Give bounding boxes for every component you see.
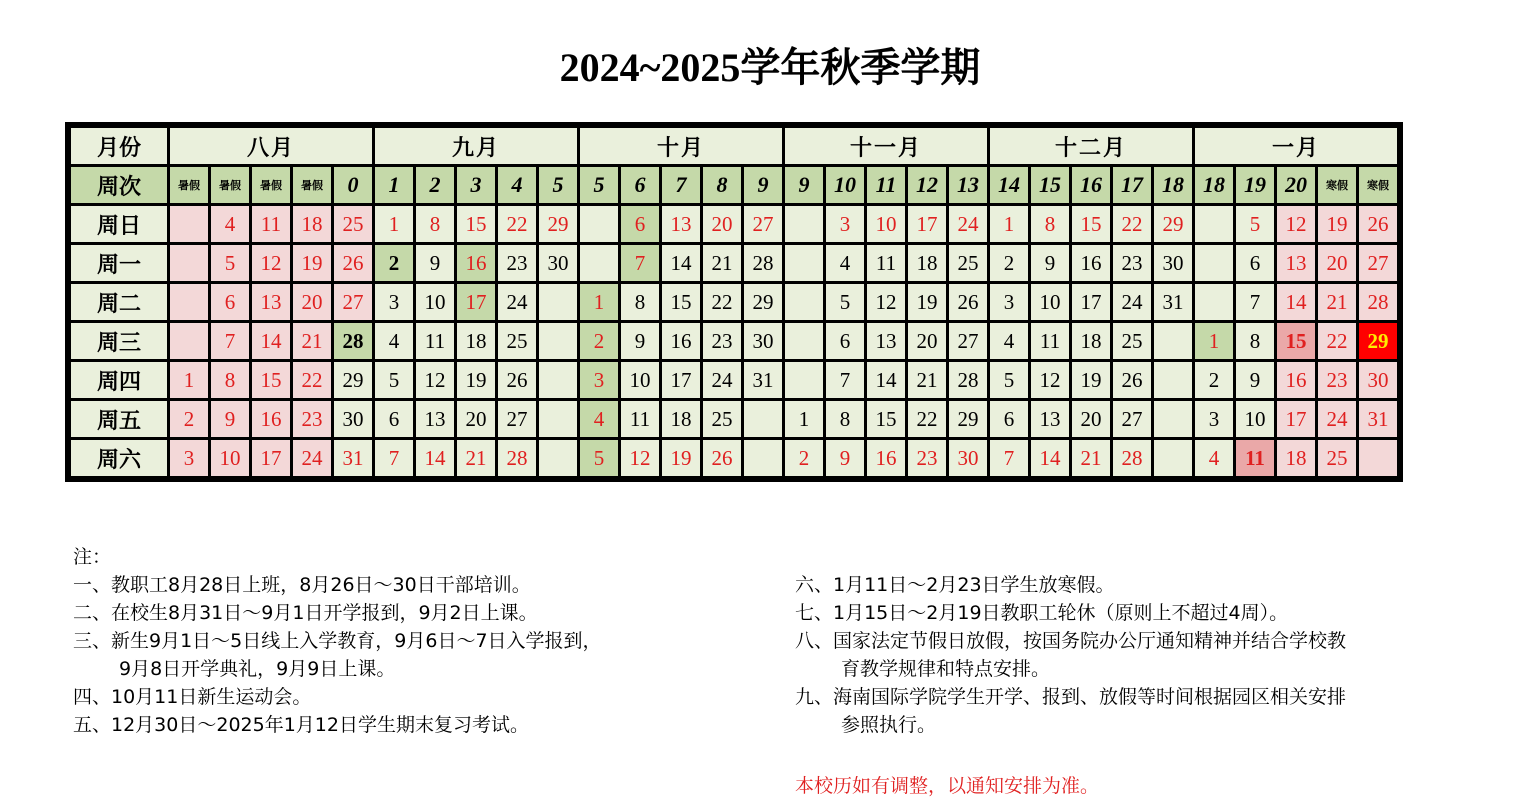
date-cell: 11 <box>1236 440 1274 476</box>
month-header-row <box>71 128 1397 164</box>
date-cell: 2 <box>785 440 823 476</box>
date-cell: 11 <box>621 401 659 437</box>
date-cell: 14 <box>662 245 700 281</box>
date-cell: 8 <box>211 362 249 398</box>
date-cell: 25 <box>498 323 536 359</box>
month-header-cell: 九月 <box>375 128 577 164</box>
date-cell: 25 <box>703 401 741 437</box>
date-cell: 2 <box>580 323 618 359</box>
date-cell: 25 <box>334 206 372 242</box>
date-cell: 14 <box>867 362 905 398</box>
note-line: 参照执行。 <box>841 714 937 736</box>
date-cell: 31 <box>744 362 782 398</box>
week-number-cell: 10 <box>826 167 864 203</box>
date-cell: 11 <box>867 245 905 281</box>
note-line: 三、新生9月1日～5日线上入学教育，9月6日～7日入学报到， <box>73 630 602 652</box>
month-label-cell: 月份 <box>71 128 167 164</box>
date-cell: 1 <box>990 206 1028 242</box>
weekday-label-cell: 周四 <box>71 362 167 398</box>
date-cell <box>1195 245 1233 281</box>
date-cell <box>170 206 208 242</box>
date-cell: 18 <box>457 323 495 359</box>
date-cell: 28 <box>498 440 536 476</box>
week-number-cell: 9 <box>744 167 782 203</box>
week-number-cell: 14 <box>990 167 1028 203</box>
weekday-row <box>71 284 1397 320</box>
weekday-label-cell: 周日 <box>71 206 167 242</box>
date-cell: 27 <box>949 323 987 359</box>
date-cell: 12 <box>416 362 454 398</box>
school-calendar-table <box>65 122 1403 482</box>
week-number-cell: 13 <box>949 167 987 203</box>
date-cell: 28 <box>744 245 782 281</box>
date-cell: 22 <box>1318 323 1356 359</box>
date-cell: 9 <box>1236 362 1274 398</box>
date-cell: 7 <box>211 323 249 359</box>
date-cell: 11 <box>252 206 290 242</box>
week-number-cell: 1 <box>375 167 413 203</box>
date-cell <box>170 284 208 320</box>
date-cell: 18 <box>293 206 331 242</box>
date-cell <box>785 323 823 359</box>
date-cell: 19 <box>1318 206 1356 242</box>
date-cell: 26 <box>949 284 987 320</box>
date-cell: 15 <box>457 206 495 242</box>
date-cell: 12 <box>1031 362 1069 398</box>
date-cell: 28 <box>1113 440 1151 476</box>
date-cell: 19 <box>662 440 700 476</box>
date-cell: 8 <box>826 401 864 437</box>
date-cell: 21 <box>703 245 741 281</box>
note-line: 八、国家法定节假日放假，按国务院办公厅通知精神并结合学校教 <box>795 630 1347 652</box>
date-cell: 21 <box>908 362 946 398</box>
date-cell: 2 <box>375 245 413 281</box>
date-cell: 14 <box>1031 440 1069 476</box>
note-line: 一、教职工8月28日上班，8月26日～30日干部培训。 <box>73 574 531 596</box>
date-cell <box>539 440 577 476</box>
date-cell: 15 <box>1072 206 1110 242</box>
date-cell: 22 <box>908 401 946 437</box>
date-cell <box>785 245 823 281</box>
date-cell: 27 <box>1359 245 1397 281</box>
date-cell: 17 <box>1072 284 1110 320</box>
date-cell: 21 <box>1318 284 1356 320</box>
date-cell: 3 <box>826 206 864 242</box>
date-cell: 18 <box>908 245 946 281</box>
date-cell: 13 <box>1031 401 1069 437</box>
note-line: 二、在校生8月31日～9月1日开学报到，9月2日上课。 <box>73 602 538 624</box>
date-cell: 15 <box>1277 323 1315 359</box>
page-title: 2024~2025学年秋季学期 <box>559 45 981 90</box>
date-cell: 25 <box>949 245 987 281</box>
date-cell: 19 <box>457 362 495 398</box>
note-line: 六、1月11日～2月23日学生放寒假。 <box>795 574 1115 596</box>
week-number-cell: 17 <box>1113 167 1151 203</box>
date-cell: 26 <box>334 245 372 281</box>
date-cell <box>1195 206 1233 242</box>
week-number-cell: 寒假 <box>1318 167 1356 203</box>
week-number-cell: 暑假 <box>211 167 249 203</box>
date-cell: 30 <box>334 401 372 437</box>
date-cell: 22 <box>293 362 331 398</box>
date-cell: 2 <box>170 401 208 437</box>
week-number-cell: 0 <box>334 167 372 203</box>
date-cell: 30 <box>744 323 782 359</box>
note-line: 育教学规律和特点安排。 <box>841 658 1051 680</box>
month-header-cell: 八月 <box>170 128 372 164</box>
date-cell: 26 <box>1359 206 1397 242</box>
date-cell: 15 <box>867 401 905 437</box>
adjustment-notice: 本校历如有调整，以通知安排为准。 <box>795 775 1100 797</box>
date-cell: 24 <box>1318 401 1356 437</box>
date-cell <box>539 401 577 437</box>
date-cell: 6 <box>826 323 864 359</box>
date-cell: 7 <box>990 440 1028 476</box>
date-cell: 23 <box>293 401 331 437</box>
date-cell: 10 <box>1031 284 1069 320</box>
date-cell: 1 <box>1195 323 1233 359</box>
week-number-row <box>71 167 1397 203</box>
date-cell: 3 <box>375 284 413 320</box>
week-number-cell: 9 <box>785 167 823 203</box>
date-cell: 9 <box>211 401 249 437</box>
weekday-row <box>71 245 1397 281</box>
month-header-cell: 十一月 <box>785 128 987 164</box>
weekday-row <box>71 401 1397 437</box>
note-line: 四、10月11日新生运动会。 <box>73 686 312 708</box>
date-cell: 24 <box>703 362 741 398</box>
weekday-row <box>71 440 1397 476</box>
date-cell: 24 <box>498 284 536 320</box>
date-cell: 30 <box>1359 362 1397 398</box>
weekday-label-cell: 周三 <box>71 323 167 359</box>
date-cell: 28 <box>1359 284 1397 320</box>
date-cell: 8 <box>621 284 659 320</box>
month-header-cell: 十月 <box>580 128 782 164</box>
date-cell: 4 <box>990 323 1028 359</box>
date-cell <box>744 440 782 476</box>
date-cell: 30 <box>1154 245 1192 281</box>
date-cell: 25 <box>1113 323 1151 359</box>
date-cell: 7 <box>375 440 413 476</box>
date-cell: 18 <box>1277 440 1315 476</box>
date-cell <box>539 362 577 398</box>
month-header-cell: 十二月 <box>990 128 1192 164</box>
weekday-row <box>71 206 1397 242</box>
date-cell: 7 <box>621 245 659 281</box>
week-number-cell: 暑假 <box>170 167 208 203</box>
week-number-cell: 7 <box>662 167 700 203</box>
date-cell: 27 <box>744 206 782 242</box>
date-cell: 23 <box>703 323 741 359</box>
date-cell: 23 <box>1318 362 1356 398</box>
date-cell: 6 <box>375 401 413 437</box>
date-cell: 9 <box>621 323 659 359</box>
week-number-cell: 暑假 <box>252 167 290 203</box>
date-cell: 3 <box>990 284 1028 320</box>
calendar-table-wrapper <box>65 122 1403 482</box>
date-cell <box>785 284 823 320</box>
date-cell: 30 <box>949 440 987 476</box>
date-cell: 4 <box>375 323 413 359</box>
date-cell: 20 <box>703 206 741 242</box>
date-cell: 13 <box>867 323 905 359</box>
date-cell: 21 <box>1072 440 1110 476</box>
week-number-cell: 4 <box>498 167 536 203</box>
date-cell: 9 <box>826 440 864 476</box>
date-cell: 4 <box>826 245 864 281</box>
date-cell: 22 <box>1113 206 1151 242</box>
date-cell: 16 <box>457 245 495 281</box>
date-cell: 5 <box>580 440 618 476</box>
date-cell: 11 <box>1031 323 1069 359</box>
date-cell: 12 <box>621 440 659 476</box>
weekday-label-cell: 周一 <box>71 245 167 281</box>
date-cell: 22 <box>703 284 741 320</box>
week-number-cell: 12 <box>908 167 946 203</box>
note-line: 九、海南国际学院学生开学、报到、放假等时间根据园区相关安排 <box>795 686 1347 708</box>
date-cell: 29 <box>1359 323 1397 359</box>
weekday-row <box>71 362 1397 398</box>
week-number-cell: 19 <box>1236 167 1274 203</box>
date-cell <box>580 206 618 242</box>
date-cell: 6 <box>211 284 249 320</box>
date-cell: 3 <box>1195 401 1233 437</box>
date-cell: 10 <box>1236 401 1274 437</box>
date-cell: 3 <box>170 440 208 476</box>
date-cell: 9 <box>1031 245 1069 281</box>
date-cell: 24 <box>293 440 331 476</box>
date-cell: 29 <box>744 284 782 320</box>
week-number-cell: 6 <box>621 167 659 203</box>
week-number-cell: 15 <box>1031 167 1069 203</box>
date-cell: 28 <box>334 323 372 359</box>
date-cell: 17 <box>908 206 946 242</box>
date-cell: 21 <box>457 440 495 476</box>
date-cell <box>1154 401 1192 437</box>
date-cell: 24 <box>949 206 987 242</box>
date-cell: 20 <box>1072 401 1110 437</box>
date-cell: 10 <box>211 440 249 476</box>
date-cell: 31 <box>334 440 372 476</box>
date-cell: 10 <box>621 362 659 398</box>
date-cell: 9 <box>416 245 454 281</box>
date-cell <box>1154 362 1192 398</box>
date-cell <box>785 206 823 242</box>
weekday-label-cell: 周二 <box>71 284 167 320</box>
date-cell <box>1154 323 1192 359</box>
date-cell: 16 <box>867 440 905 476</box>
date-cell: 19 <box>908 284 946 320</box>
date-cell: 12 <box>1277 206 1315 242</box>
date-cell: 26 <box>1113 362 1151 398</box>
note-line: 七、1月15日～2月19日教职工轮休（原则上不超过4周）。 <box>795 602 1289 624</box>
date-cell: 6 <box>990 401 1028 437</box>
date-cell: 23 <box>498 245 536 281</box>
date-cell: 1 <box>170 362 208 398</box>
date-cell: 19 <box>293 245 331 281</box>
week-number-cell: 11 <box>867 167 905 203</box>
date-cell: 31 <box>1154 284 1192 320</box>
date-cell: 14 <box>416 440 454 476</box>
date-cell: 20 <box>908 323 946 359</box>
weekday-row <box>71 323 1397 359</box>
date-cell: 10 <box>867 206 905 242</box>
date-cell: 29 <box>334 362 372 398</box>
week-number-cell: 5 <box>539 167 577 203</box>
note-line: 五、12月30日～2025年1月12日学生期末复习考试。 <box>73 714 529 736</box>
date-cell: 8 <box>416 206 454 242</box>
date-cell: 2 <box>990 245 1028 281</box>
date-cell: 27 <box>334 284 372 320</box>
date-cell: 30 <box>539 245 577 281</box>
date-cell: 12 <box>252 245 290 281</box>
notes-right-column <box>795 571 1346 739</box>
week-number-cell: 3 <box>457 167 495 203</box>
date-cell: 21 <box>293 323 331 359</box>
note-line: 9月8日开学典礼，9月9日上课。 <box>119 658 396 680</box>
date-cell: 1 <box>785 401 823 437</box>
date-cell: 22 <box>498 206 536 242</box>
date-cell: 5 <box>211 245 249 281</box>
date-cell: 20 <box>457 401 495 437</box>
date-cell: 17 <box>662 362 700 398</box>
week-number-cell: 寒假 <box>1359 167 1397 203</box>
date-cell: 29 <box>539 206 577 242</box>
date-cell: 4 <box>211 206 249 242</box>
week-number-cell: 暑假 <box>293 167 331 203</box>
date-cell: 11 <box>416 323 454 359</box>
date-cell: 20 <box>1318 245 1356 281</box>
date-cell: 23 <box>1113 245 1151 281</box>
week-number-cell: 18 <box>1154 167 1192 203</box>
date-cell: 13 <box>1277 245 1315 281</box>
date-cell: 24 <box>1113 284 1151 320</box>
date-cell: 5 <box>826 284 864 320</box>
weekday-label-cell: 周六 <box>71 440 167 476</box>
week-number-cell: 18 <box>1195 167 1233 203</box>
date-cell: 5 <box>1236 206 1274 242</box>
week-number-cell: 20 <box>1277 167 1315 203</box>
date-cell: 20 <box>293 284 331 320</box>
date-cell <box>785 362 823 398</box>
date-cell <box>170 323 208 359</box>
date-cell: 31 <box>1359 401 1397 437</box>
week-number-cell: 2 <box>416 167 454 203</box>
date-cell <box>539 284 577 320</box>
date-cell <box>580 245 618 281</box>
date-cell: 1 <box>375 206 413 242</box>
date-cell: 14 <box>252 323 290 359</box>
date-cell: 8 <box>1236 323 1274 359</box>
date-cell: 28 <box>949 362 987 398</box>
date-cell: 18 <box>662 401 700 437</box>
date-cell: 12 <box>867 284 905 320</box>
date-cell: 13 <box>662 206 700 242</box>
date-cell: 16 <box>1072 245 1110 281</box>
date-cell: 23 <box>908 440 946 476</box>
date-cell <box>1154 440 1192 476</box>
date-cell: 5 <box>990 362 1028 398</box>
date-cell <box>539 323 577 359</box>
notes-left-column <box>73 543 602 739</box>
date-cell: 1 <box>580 284 618 320</box>
month-header-cell: 一月 <box>1195 128 1397 164</box>
week-label-cell: 周次 <box>71 167 167 203</box>
date-cell: 26 <box>498 362 536 398</box>
date-cell: 27 <box>498 401 536 437</box>
date-cell: 4 <box>580 401 618 437</box>
date-cell: 25 <box>1318 440 1356 476</box>
weekday-label-cell: 周五 <box>71 401 167 437</box>
date-cell: 5 <box>375 362 413 398</box>
date-cell: 6 <box>1236 245 1274 281</box>
date-cell: 26 <box>703 440 741 476</box>
date-cell: 17 <box>252 440 290 476</box>
date-cell: 6 <box>621 206 659 242</box>
date-cell: 13 <box>416 401 454 437</box>
week-number-cell: 8 <box>703 167 741 203</box>
week-number-cell: 16 <box>1072 167 1110 203</box>
date-cell: 2 <box>1195 362 1233 398</box>
date-cell <box>1195 284 1233 320</box>
date-cell: 3 <box>580 362 618 398</box>
date-cell: 17 <box>457 284 495 320</box>
notes-heading: 注： <box>73 546 112 568</box>
date-cell: 17 <box>1277 401 1315 437</box>
date-cell: 7 <box>1236 284 1274 320</box>
date-cell: 13 <box>252 284 290 320</box>
date-cell: 15 <box>662 284 700 320</box>
date-cell: 4 <box>1195 440 1233 476</box>
date-cell <box>170 245 208 281</box>
date-cell: 14 <box>1277 284 1315 320</box>
week-number-cell: 5 <box>580 167 618 203</box>
date-cell: 29 <box>949 401 987 437</box>
date-cell: 10 <box>416 284 454 320</box>
date-cell: 16 <box>1277 362 1315 398</box>
date-cell: 29 <box>1154 206 1192 242</box>
date-cell: 18 <box>1072 323 1110 359</box>
date-cell <box>1359 440 1397 476</box>
date-cell: 19 <box>1072 362 1110 398</box>
date-cell: 16 <box>662 323 700 359</box>
date-cell: 27 <box>1113 401 1151 437</box>
date-cell: 8 <box>1031 206 1069 242</box>
date-cell: 7 <box>826 362 864 398</box>
date-cell <box>744 401 782 437</box>
date-cell: 16 <box>252 401 290 437</box>
date-cell: 15 <box>252 362 290 398</box>
